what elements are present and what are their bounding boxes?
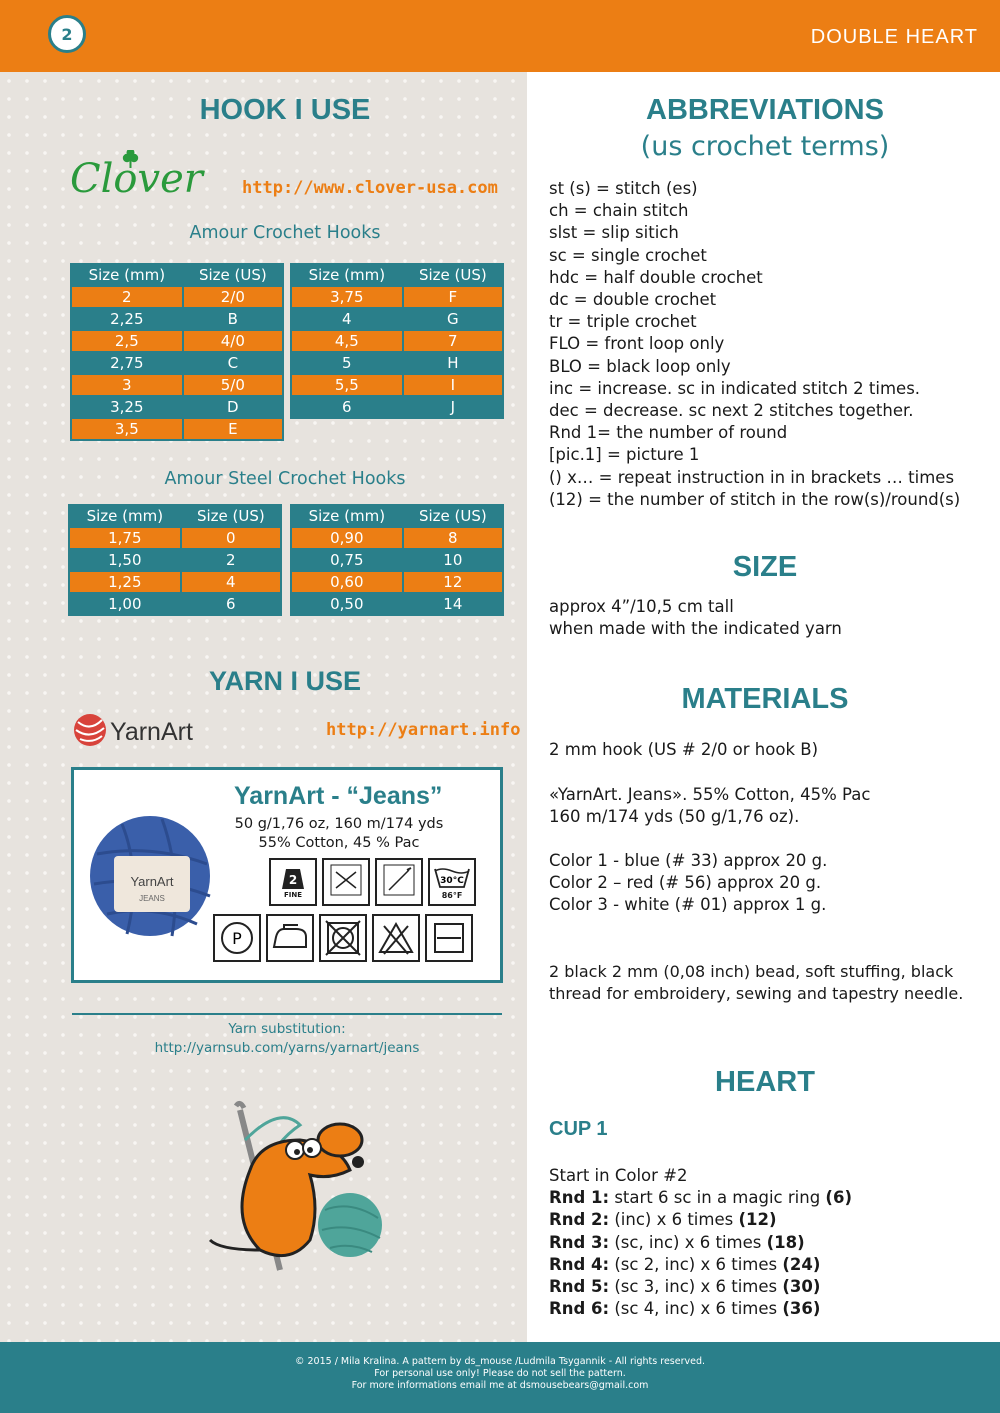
materials-line: «YarnArt. Jeans». 55% Cotton, 45% Pac bbox=[549, 785, 871, 804]
table-row: 1,00 6 bbox=[70, 594, 280, 614]
table-row: 4 G bbox=[292, 309, 502, 329]
svg-text:P: P bbox=[232, 929, 242, 948]
iron-icon bbox=[266, 914, 314, 962]
list-item: sc = single crochet bbox=[549, 245, 707, 265]
list-item: hdc = half double crochet bbox=[549, 267, 763, 287]
round-row: Rnd 2: (inc) x 6 times (12) bbox=[549, 1210, 777, 1230]
no-tumble-dry-icon bbox=[319, 914, 367, 962]
materials-colors bbox=[549, 850, 827, 917]
table-row: 2,25 B bbox=[72, 309, 282, 329]
clover-url-link[interactable]: http://www.clover-usa.com bbox=[242, 178, 498, 198]
list-item: [pic.1] = picture 1 bbox=[549, 445, 700, 465]
ball-sublabel: JEANS bbox=[139, 894, 165, 903]
table-row: 3 5/0 bbox=[72, 375, 282, 395]
yarn-spec-weight: 50 g/1,76 oz, 160 m/174 yds bbox=[234, 816, 444, 832]
table-row: 0,75 10 bbox=[292, 550, 502, 570]
materials-yarn bbox=[549, 784, 870, 828]
materials-line: 2 black 2 mm (0,08 inch) bead, soft stuffing, black bbox=[549, 962, 954, 981]
list-item: Rnd 1= the number of round bbox=[549, 423, 788, 443]
steel-hooks-title: Amour Steel Crochet Hooks bbox=[164, 469, 406, 489]
yarn-heading: YARN I USE bbox=[208, 666, 362, 696]
abbreviations-subheading: (us crochet terms) bbox=[640, 131, 890, 162]
yarn-ball-image bbox=[82, 804, 222, 944]
yarn-spec-fiber: 55% Cotton, 45 % Pac bbox=[258, 835, 420, 851]
round-row: Rnd 5: (sc 3, inc) x 6 times (30) bbox=[549, 1277, 821, 1297]
clover-logo bbox=[70, 150, 210, 200]
yarnart-logo bbox=[72, 710, 212, 750]
size-line: when made with the indicated yarn bbox=[549, 619, 842, 639]
page-header bbox=[0, 0, 1000, 72]
svg-text:YarnArt: YarnArt bbox=[110, 718, 193, 746]
round-row: Rnd 1: start 6 sc in a magic ring (6) bbox=[549, 1188, 852, 1208]
materials-heading: MATERIALS bbox=[681, 683, 849, 715]
footer-copyright: © 2015 / Mila Kralina. A pattern by ds_mouse /Ludmila Tsygannik - All rights reserved. bbox=[294, 1356, 706, 1367]
no-bleach-icon bbox=[372, 914, 420, 962]
yarn-info-box bbox=[71, 767, 503, 983]
yarn-substitution-label: Yarn substitution: bbox=[228, 1021, 346, 1037]
heart-heading: HEART bbox=[715, 1066, 815, 1098]
svg-text:30°C: 30°C bbox=[440, 875, 464, 886]
ball-label: YarnArt bbox=[130, 874, 174, 889]
table-row: 0,50 14 bbox=[292, 594, 502, 614]
page-footer bbox=[0, 1342, 1000, 1413]
steel-hooks-table-right bbox=[290, 504, 504, 616]
list-item: (12) = the number of stitch in the row(s)/round(s) bbox=[549, 489, 961, 509]
heart-instructions bbox=[549, 1165, 852, 1320]
table-row: 0,60 12 bbox=[292, 572, 502, 592]
materials-line: Color 2 – red (# 56) approx 20 g. bbox=[549, 873, 822, 893]
document-title: DOUBLE HEART bbox=[810, 26, 978, 48]
yarnart-url-link[interactable]: http://yarnart.info bbox=[326, 720, 521, 740]
table-row: 4,5 7 bbox=[292, 331, 502, 351]
list-item: FLO = front loop only bbox=[549, 334, 725, 354]
footer-email[interactable]: For more informations email me at dsmousebears@gmail.com bbox=[351, 1380, 649, 1391]
round-row: Rnd 4: (sc 2, inc) x 6 times (24) bbox=[549, 1254, 821, 1274]
materials-hook: 2 mm hook (US # 2/0 or hook B) bbox=[549, 740, 819, 759]
col-size-us: Size (US) bbox=[404, 265, 502, 285]
list-item: dc = double crochet bbox=[549, 290, 717, 310]
table-row: 3,25 D bbox=[72, 397, 282, 417]
materials-line: thread for embroidery, sewing and tapestry needle. bbox=[549, 984, 964, 1004]
col-size-us: Size (US) bbox=[184, 265, 282, 285]
col-size-mm: Size (mm) bbox=[72, 265, 182, 285]
steel-hooks-table-left bbox=[68, 504, 282, 616]
svg-text:Clover: Clover bbox=[70, 156, 203, 200]
table-row: 5,5 I bbox=[292, 375, 502, 395]
hook-heading: HOOK I USE bbox=[199, 94, 371, 126]
materials-line: Color 1 - blue (# 33) approx 20 g. bbox=[549, 851, 828, 870]
table-row: 6 J bbox=[292, 397, 502, 417]
list-item: st (s) = stitch (es) bbox=[549, 179, 698, 198]
crochet-gauge-icon bbox=[375, 858, 423, 906]
abbreviations-list bbox=[549, 178, 960, 511]
table-row: 1,75 0 bbox=[70, 528, 280, 548]
size-line: approx 4”/10,5 cm tall bbox=[549, 597, 734, 616]
size-heading: SIZE bbox=[732, 551, 798, 583]
table-row: 3,75 F bbox=[292, 287, 502, 307]
knit-gauge-icon bbox=[322, 858, 370, 906]
wash-30-icon bbox=[428, 858, 476, 906]
list-item: slst = slip sitich bbox=[549, 223, 679, 243]
divider bbox=[72, 1013, 502, 1015]
materials-extras bbox=[549, 961, 963, 1005]
yarn-product-title: YarnArt - “Jeans” bbox=[234, 782, 443, 810]
table-row: 2,5 4/0 bbox=[72, 331, 282, 351]
amour-hooks-table-left bbox=[70, 263, 284, 441]
table-row: 1,25 4 bbox=[70, 572, 280, 592]
cup-subheading: CUP 1 bbox=[549, 1118, 608, 1140]
table-row: 2 2/0 bbox=[72, 287, 282, 307]
round-row: Rnd 3: (sc, inc) x 6 times (18) bbox=[549, 1232, 805, 1252]
yarn-weight-icon bbox=[269, 858, 317, 906]
instruction-start: Start in Color #2 bbox=[549, 1166, 688, 1185]
materials-line: Color 3 - white (# 01) approx 1 g. bbox=[549, 895, 827, 915]
footer-notice: For personal use only! Please do not sell the pattern. bbox=[374, 1368, 626, 1379]
dry-flat-icon bbox=[425, 914, 473, 962]
abbreviations-heading: ABBREVIATIONS bbox=[646, 94, 884, 126]
list-item: inc = increase. sc in indicated stitch 2 times. bbox=[549, 378, 921, 398]
col-size-mm: Size (mm) bbox=[292, 506, 402, 526]
svg-text:2: 2 bbox=[288, 873, 298, 887]
dry-clean-p-icon bbox=[213, 914, 261, 962]
amour-hooks-title: Amour Crochet Hooks bbox=[189, 223, 381, 243]
list-item: dec = decrease. sc next 2 stitches together. bbox=[549, 401, 914, 421]
amour-hooks-table-right bbox=[290, 263, 504, 419]
yarn-substitution-link[interactable]: http://yarnsub.com/yarns/yarnart/jeans bbox=[154, 1040, 420, 1056]
list-item: () x… = repeat instruction in in brackets … times bbox=[549, 467, 955, 487]
wash-temp-f: 86°F bbox=[441, 890, 463, 900]
col-size-mm: Size (mm) bbox=[292, 265, 402, 285]
list-item: tr = triple crochet bbox=[549, 312, 697, 332]
table-row: 5 H bbox=[292, 353, 502, 373]
yarn-weight-label: FINE bbox=[283, 891, 303, 899]
mouse-mascot-illustration bbox=[200, 1100, 390, 1280]
col-size-us: Size (US) bbox=[404, 506, 502, 526]
table-row: 3,5 E bbox=[72, 419, 282, 439]
table-row: 2,75 C bbox=[72, 353, 282, 373]
materials-line: 160 m/174 yds (50 g/1,76 oz). bbox=[549, 807, 800, 827]
table-row: 1,50 2 bbox=[70, 550, 280, 570]
col-size-mm: Size (mm) bbox=[70, 506, 180, 526]
list-item: BLO = black loop only bbox=[549, 356, 731, 376]
table-row: 0,90 8 bbox=[292, 528, 502, 548]
list-item: ch = chain stitch bbox=[549, 201, 689, 221]
round-row: Rnd 6: (sc 4, inc) x 6 times (36) bbox=[549, 1299, 821, 1319]
col-size-us: Size (US) bbox=[182, 506, 280, 526]
page-number: 2 bbox=[48, 15, 86, 53]
size-text bbox=[549, 596, 842, 640]
